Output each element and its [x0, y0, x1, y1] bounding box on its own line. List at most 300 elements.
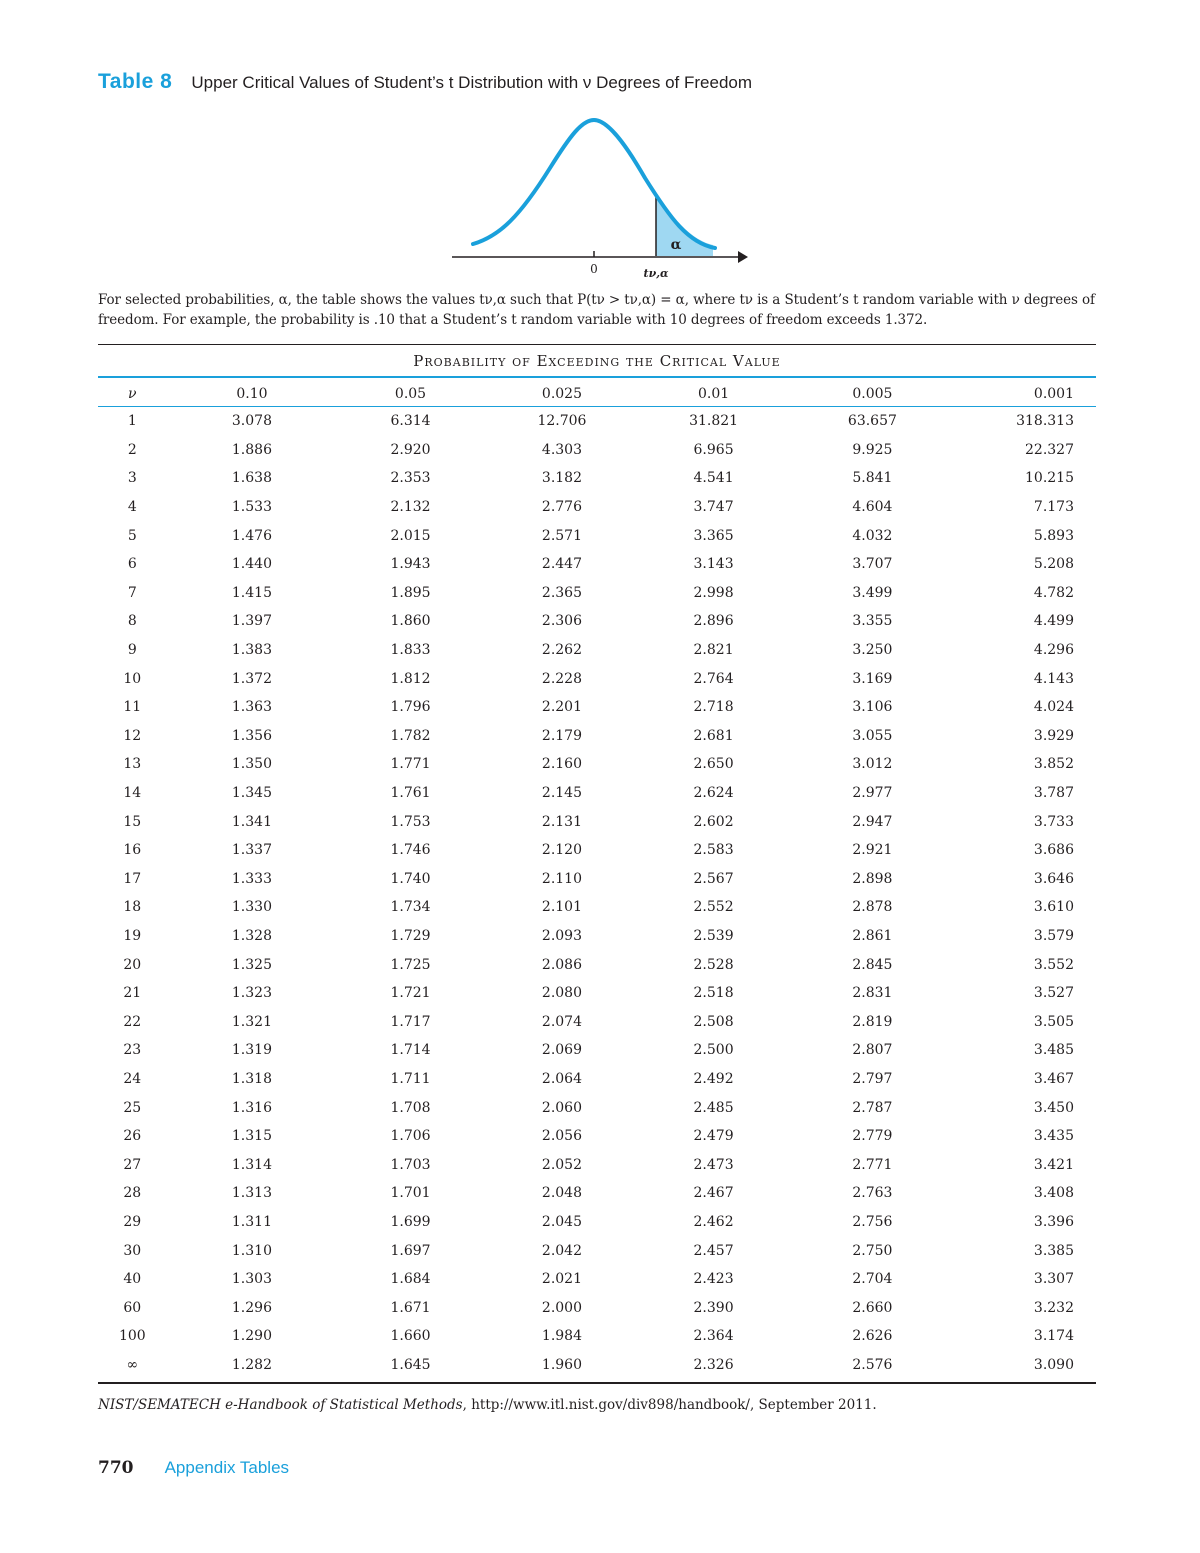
critical-value-cell: 2.228: [541, 670, 583, 687]
degrees-of-freedom-cell: 22: [123, 1013, 142, 1030]
group-header-rule: [98, 376, 1096, 378]
critical-value-cell: 2.145: [541, 785, 583, 802]
critical-value-cell: 2.021: [541, 1271, 583, 1288]
table-row: [98, 1122, 1096, 1151]
critical-value-cell: 3.355: [852, 613, 893, 630]
page-number: 770: [98, 1458, 134, 1478]
critical-value-cell: 2.086: [541, 956, 583, 973]
critical-value-cell: 1.476: [231, 527, 272, 544]
table-row: [98, 1351, 1096, 1380]
degrees-of-freedom-cell: 15: [123, 813, 142, 830]
critical-value-cell: 2.390: [693, 1299, 734, 1316]
critical-value-cell: 2.861: [852, 927, 893, 944]
degrees-of-freedom-cell: 20: [123, 956, 142, 973]
degrees-of-freedom-cell: 4: [127, 499, 137, 516]
critical-value-cell: 1.313: [231, 1185, 272, 1202]
critical-value-cell: 1.860: [390, 613, 431, 630]
degrees-of-freedom-cell: 40: [123, 1271, 142, 1288]
critical-value-cell: 3.467: [1033, 1070, 1074, 1087]
critical-value-cell: 2.576: [852, 1356, 893, 1373]
critical-value-cell: 3.505: [1033, 1013, 1074, 1030]
critical-value-cell: 3.385: [1033, 1242, 1074, 1259]
x-axis-arrow: [738, 251, 748, 263]
table-row: [98, 1065, 1096, 1094]
critical-value-cell: 1.671: [390, 1299, 431, 1316]
degrees-of-freedom-cell: ∞: [126, 1356, 139, 1373]
critical-value-cell: 1.984: [541, 1328, 583, 1345]
critical-value-cell: 2.508: [693, 1013, 734, 1030]
critical-value-cell: 2.921: [852, 842, 893, 859]
degrees-of-freedom-cell: 25: [123, 1099, 142, 1116]
degrees-of-freedom-cell: 21: [123, 985, 142, 1002]
critical-value-cell: 1.638: [231, 470, 272, 487]
critical-value-cell: 4.604: [852, 499, 893, 516]
critical-value-cell: 1.415: [231, 584, 272, 601]
table-row: [98, 521, 1096, 550]
degrees-of-freedom-cell: 9: [127, 642, 137, 659]
critical-value-cell: 2.093: [541, 927, 583, 944]
critical-value-cell: 3.435: [1033, 1128, 1074, 1145]
critical-value-cell: 3.232: [1033, 1299, 1074, 1316]
critical-value-cell: 1.717: [390, 1013, 431, 1030]
degrees-of-freedom-cell: 18: [123, 899, 142, 916]
critical-value-cell: 2.660: [852, 1299, 893, 1316]
critical-value-cell: 31.821: [689, 413, 739, 430]
degrees-of-freedom-cell: 14: [123, 785, 142, 802]
critical-value-cell: 2.000: [541, 1299, 583, 1316]
critical-value-cell: 2.704: [852, 1271, 893, 1288]
critical-value-cell: 5.893: [1033, 527, 1074, 544]
critical-value-cell: 2.977: [852, 785, 893, 802]
critical-value-cell: 2.998: [693, 584, 734, 601]
table-row: [98, 636, 1096, 665]
critical-value-cell: 3.365: [693, 527, 734, 544]
critical-value-cell: 1.350: [231, 756, 272, 773]
critical-value-cell: 2.131: [541, 813, 583, 830]
critical-value-cell: 1.729: [390, 927, 431, 944]
critical-value-cell: 3.552: [1033, 956, 1074, 973]
critical-value-cell: 2.771: [852, 1156, 893, 1173]
critical-value-cell: 2.764: [693, 670, 734, 687]
critical-value-cell: 1.886: [231, 441, 272, 458]
critical-value-cell: 1.699: [390, 1213, 431, 1230]
critical-value-cell: 3.646: [1033, 870, 1074, 887]
critical-value-cell: 3.012: [852, 756, 893, 773]
table-row: [98, 1007, 1096, 1036]
column-header-row: [98, 381, 1096, 407]
degrees-of-freedom-cell: 10: [123, 670, 142, 687]
critical-value-cell: 3.929: [1033, 727, 1074, 744]
critical-value-cell: 2.052: [541, 1156, 583, 1173]
critical-value-cell: 2.447: [541, 556, 583, 573]
column-header-alpha: 0.01: [697, 386, 730, 402]
critical-value-cell: 2.776: [541, 499, 583, 516]
critical-value-cell: 1.711: [390, 1070, 431, 1087]
critical-value-cell: 1.960: [541, 1356, 583, 1373]
table-row: [98, 664, 1096, 693]
critical-value-cell: 2.718: [693, 699, 734, 716]
critical-value-cell: 2.797: [852, 1070, 893, 1087]
critical-value-cell: 2.819: [852, 1013, 893, 1030]
critical-value-cell: 1.796: [390, 699, 431, 716]
critical-value-cell: 3.106: [852, 699, 893, 716]
degrees-of-freedom-cell: 17: [123, 870, 142, 887]
critical-value-cell: 2.571: [541, 527, 583, 544]
critical-value-cell: 63.657: [847, 413, 897, 430]
critical-value-cell: 2.015: [390, 527, 431, 544]
critical-value-cell: 6.314: [390, 413, 431, 430]
table-row: [98, 550, 1096, 579]
critical-value-cell: 1.708: [390, 1099, 431, 1116]
critical-value-cell: 2.878: [852, 899, 893, 916]
critical-value-cell: 1.725: [390, 956, 431, 973]
critical-value-cell: 2.473: [693, 1156, 734, 1173]
degrees-of-freedom-cell: 30: [123, 1242, 142, 1259]
critical-value-cell: 2.896: [693, 613, 734, 630]
page-footer: [98, 1458, 289, 1478]
critical-value-cell: 1.345: [231, 785, 272, 802]
degrees-of-freedom-cell: 23: [123, 1042, 142, 1059]
critical-value-cell: 2.457: [693, 1242, 734, 1259]
table-row: [98, 693, 1096, 722]
critical-value-cell: 4.499: [1033, 613, 1074, 630]
critical-value-cell: 3.686: [1033, 842, 1074, 859]
critical-value-cell: 2.624: [693, 785, 734, 802]
critical-value-cell: 4.782: [1033, 584, 1074, 601]
source-citation: [98, 1397, 877, 1413]
critical-value-cell: 1.315: [231, 1128, 272, 1145]
critical-value-cell: 1.721: [390, 985, 431, 1002]
critical-value-cell: 2.807: [852, 1042, 893, 1059]
degrees-of-freedom-cell: 26: [123, 1128, 142, 1145]
critical-value-cell: 2.201: [541, 699, 583, 716]
critical-value-cell: 2.831: [852, 985, 893, 1002]
critical-value-label: tν,α: [643, 267, 669, 280]
degrees-of-freedom-cell: 1: [127, 413, 137, 430]
critical-value-cell: 3.182: [541, 470, 583, 487]
critical-value-cell: 2.060: [541, 1099, 583, 1116]
table-row: [98, 407, 1096, 436]
critical-value-cell: 4.296: [1033, 642, 1074, 659]
top-rule: [98, 344, 1096, 345]
critical-value-cell: 2.763: [852, 1185, 893, 1202]
critical-value-cell: 1.328: [231, 927, 272, 944]
table-row: [98, 922, 1096, 951]
table-row: [98, 893, 1096, 922]
critical-value-cell: 2.179: [541, 727, 583, 744]
critical-value-cell: 1.943: [390, 556, 431, 573]
critical-value-cell: 2.306: [541, 613, 583, 630]
critical-value-cell: 2.042: [541, 1242, 583, 1259]
zero-label: 0: [590, 262, 598, 276]
degrees-of-freedom-cell: 8: [127, 613, 137, 630]
critical-value-cell: 3.852: [1033, 756, 1074, 773]
critical-value-cell: 2.750: [852, 1242, 893, 1259]
critical-value-cell: 2.160: [541, 756, 583, 773]
critical-value-cell: 2.681: [693, 727, 734, 744]
critical-value-cell: 3.143: [693, 556, 734, 573]
critical-value-cell: 1.706: [390, 1128, 431, 1145]
critical-value-cell: 2.779: [852, 1128, 893, 1145]
critical-values-table: [98, 381, 1096, 1379]
critical-value-cell: 1.363: [231, 699, 272, 716]
critical-value-cell: 3.421: [1033, 1156, 1074, 1173]
critical-value-cell: 2.326: [693, 1356, 734, 1373]
critical-value-cell: 1.684: [390, 1271, 431, 1288]
critical-value-cell: 1.337: [231, 842, 272, 859]
critical-value-cell: 2.583: [693, 842, 734, 859]
critical-value-cell: 2.485: [693, 1099, 734, 1116]
critical-value-cell: 2.920: [390, 441, 431, 458]
critical-value-cell: 3.610: [1033, 899, 1074, 916]
critical-value-cell: 1.318: [231, 1070, 272, 1087]
table-row: [98, 807, 1096, 836]
critical-value-cell: 3.747: [693, 499, 734, 516]
critical-value-cell: 2.845: [852, 956, 893, 973]
critical-value-cell: 3.787: [1033, 785, 1074, 802]
critical-value-cell: 318.313: [1016, 413, 1074, 430]
degrees-of-freedom-cell: 29: [123, 1213, 142, 1230]
critical-value-cell: 3.733: [1033, 813, 1074, 830]
degrees-of-freedom-cell: 24: [123, 1070, 142, 1087]
table-row: [98, 1093, 1096, 1122]
critical-value-cell: 1.310: [231, 1242, 272, 1259]
critical-value-cell: 9.925: [852, 441, 893, 458]
degrees-of-freedom-cell: 11: [123, 699, 142, 716]
degrees-of-freedom-cell: 60: [123, 1299, 142, 1316]
critical-value-cell: 2.462: [693, 1213, 734, 1230]
critical-value-cell: 22.327: [1025, 441, 1074, 458]
critical-value-cell: 1.740: [390, 870, 431, 887]
critical-value-cell: 3.090: [1033, 1356, 1074, 1373]
critical-value-cell: 2.365: [541, 584, 583, 601]
critical-value-cell: 2.947: [852, 813, 893, 830]
critical-value-cell: 1.812: [390, 670, 431, 687]
table-row: [98, 750, 1096, 779]
critical-value-cell: 3.485: [1033, 1042, 1074, 1059]
table-row: [98, 1322, 1096, 1351]
critical-value-cell: 3.527: [1033, 985, 1074, 1002]
table-row: [98, 865, 1096, 894]
critical-value-cell: 1.703: [390, 1156, 431, 1173]
table-row: [98, 607, 1096, 636]
critical-value-cell: 1.701: [390, 1185, 431, 1202]
critical-value-cell: 1.303: [231, 1271, 272, 1288]
critical-value-cell: 2.492: [693, 1070, 734, 1087]
critical-value-cell: 3.408: [1033, 1185, 1074, 1202]
critical-value-cell: 2.756: [852, 1213, 893, 1230]
critical-value-cell: 3.499: [852, 584, 893, 601]
critical-value-cell: 3.396: [1033, 1213, 1074, 1230]
degrees-of-freedom-cell: 12: [123, 727, 142, 744]
degrees-of-freedom-cell: 2: [127, 441, 137, 458]
table-label: Table 8: [98, 70, 173, 93]
critical-value-cell: 2.064: [541, 1070, 583, 1087]
critical-value-cell: 2.602: [693, 813, 734, 830]
critical-value-cell: 1.314: [231, 1156, 272, 1173]
degrees-of-freedom-cell: 5: [127, 527, 137, 544]
table-row: [98, 1150, 1096, 1179]
table-row: [98, 1036, 1096, 1065]
critical-value-cell: 1.296: [231, 1299, 272, 1316]
degrees-of-freedom-cell: 28: [123, 1185, 142, 1202]
table-row: [98, 579, 1096, 608]
table-row: [98, 979, 1096, 1008]
t-distribution-diagram: [440, 108, 760, 283]
critical-value-cell: 1.316: [231, 1099, 272, 1116]
table-row: [98, 1236, 1096, 1265]
critical-value-cell: 2.110: [541, 870, 583, 887]
critical-value-cell: 2.479: [693, 1128, 734, 1145]
critical-value-cell: 4.024: [1033, 699, 1074, 716]
critical-value-cell: 1.771: [390, 756, 431, 773]
critical-value-cell: 2.650: [693, 756, 734, 773]
degrees-of-freedom-cell: 6: [127, 556, 137, 573]
critical-value-cell: 2.120: [541, 842, 583, 859]
critical-value-cell: 3.450: [1033, 1099, 1074, 1116]
table-row: [98, 836, 1096, 865]
critical-value-cell: 2.518: [693, 985, 734, 1002]
critical-value-cell: 1.319: [231, 1042, 272, 1059]
critical-value-cell: 1.356: [231, 727, 272, 744]
degrees-of-freedom-cell: 16: [123, 842, 142, 859]
critical-value-cell: 1.660: [390, 1328, 431, 1345]
source-url: , http://www.itl.nist.gov/div898/handbook/, September 2011.: [462, 1397, 877, 1413]
critical-value-cell: 2.539: [693, 927, 734, 944]
critical-value-cell: 5.208: [1033, 556, 1074, 573]
critical-value-cell: 1.341: [231, 813, 272, 830]
table-row: [98, 722, 1096, 751]
critical-value-cell: 2.069: [541, 1042, 583, 1059]
critical-value-cell: 4.032: [852, 527, 893, 544]
critical-value-cell: 2.262: [541, 642, 583, 659]
degrees-of-freedom-cell: 7: [127, 584, 137, 601]
critical-value-cell: 2.567: [693, 870, 734, 887]
critical-value-cell: 2.626: [852, 1328, 893, 1345]
table-row: [98, 950, 1096, 979]
table-body: [98, 407, 1096, 1379]
critical-value-cell: 6.965: [693, 441, 734, 458]
critical-value-cell: 2.074: [541, 1013, 583, 1030]
critical-value-cell: 1.533: [231, 499, 272, 516]
table-row: [98, 436, 1096, 465]
critical-value-cell: 3.307: [1033, 1271, 1074, 1288]
table-row: [98, 1208, 1096, 1237]
table-row: [98, 779, 1096, 808]
bottom-rule: [98, 1382, 1096, 1384]
critical-value-cell: 2.132: [390, 499, 431, 516]
table-row: [98, 493, 1096, 522]
critical-value-cell: 3.174: [1033, 1328, 1074, 1345]
critical-value-cell: 2.101: [541, 899, 583, 916]
critical-value-cell: 1.333: [231, 870, 272, 887]
critical-value-cell: 3.169: [852, 670, 893, 687]
critical-value-cell: 4.303: [541, 441, 583, 458]
column-header-alpha: 0.001: [1033, 386, 1074, 402]
table-caption: Upper Critical Values of Student’s t Distribution with ν Degrees of Freedom: [191, 73, 753, 92]
probability-group-header: Probability of Exceeding the Critical Value: [413, 352, 781, 370]
critical-value-cell: 2.500: [693, 1042, 734, 1059]
critical-value-cell: 1.645: [390, 1356, 431, 1373]
column-header-alpha: 0.10: [236, 386, 268, 402]
degrees-of-freedom-cell: 27: [123, 1156, 142, 1173]
critical-value-cell: 1.311: [231, 1213, 272, 1230]
critical-value-cell: 7.173: [1033, 499, 1074, 516]
critical-value-cell: 2.080: [541, 985, 583, 1002]
critical-value-cell: 2.467: [693, 1185, 734, 1202]
alpha-label: α: [670, 237, 682, 253]
degrees-of-freedom-cell: 13: [123, 756, 142, 773]
critical-value-cell: 2.364: [693, 1328, 734, 1345]
critical-value-cell: 1.323: [231, 985, 272, 1002]
critical-value-cell: 3.250: [852, 642, 893, 659]
source-title: NIST/SEMATECH e-Handbook of Statistical Methods: [98, 1397, 463, 1413]
critical-value-cell: 12.706: [537, 413, 587, 430]
degrees-of-freedom-cell: 3: [127, 470, 137, 487]
table-row: [98, 464, 1096, 493]
critical-value-cell: 1.714: [390, 1042, 431, 1059]
critical-value-cell: 1.330: [231, 899, 272, 916]
critical-value-cell: 4.541: [693, 470, 734, 487]
degrees-of-freedom-cell: 100: [118, 1328, 146, 1345]
critical-value-cell: 2.045: [541, 1213, 583, 1230]
critical-value-cell: 1.282: [231, 1356, 272, 1373]
critical-value-cell: 2.528: [693, 956, 734, 973]
critical-value-cell: 1.325: [231, 956, 272, 973]
critical-value-cell: 1.782: [390, 727, 431, 744]
critical-value-cell: 5.841: [852, 470, 893, 487]
critical-value-cell: 1.895: [390, 584, 431, 601]
table-description: For selected probabilities, α, the table shows the values tν,α such that P(tν > tν,α) = α, where tν is a Student’s t random variable with ν degrees of freedom. For example, the probability is .10 that a Student’s t random variable with 10 degrees of freedom exceeds 1.372.: [98, 292, 1095, 328]
critical-value-cell: 2.056: [541, 1128, 583, 1145]
critical-value-cell: 2.898: [852, 870, 893, 887]
degrees-of-freedom-cell: 19: [123, 927, 142, 944]
critical-value-cell: 3.707: [852, 556, 893, 573]
critical-value-cell: 3.579: [1033, 927, 1074, 944]
critical-value-cell: 2.353: [390, 470, 431, 487]
critical-value-cell: 1.372: [231, 670, 272, 687]
critical-value-cell: 2.423: [693, 1271, 734, 1288]
page-title: [98, 70, 752, 94]
critical-value-cell: 1.697: [390, 1242, 431, 1259]
column-header-alpha: 0.05: [394, 386, 427, 402]
column-header-alpha: 0.005: [852, 386, 893, 402]
critical-value-cell: 1.397: [231, 613, 272, 630]
critical-value-cell: 2.552: [693, 899, 734, 916]
critical-value-cell: 2.048: [541, 1185, 583, 1202]
critical-value-cell: 2.787: [852, 1099, 893, 1116]
table-row: [98, 1179, 1096, 1208]
critical-value-cell: 1.833: [390, 642, 431, 659]
critical-value-cell: 1.753: [390, 813, 431, 830]
critical-value-cell: 1.761: [390, 785, 431, 802]
critical-value-cell: 2.821: [693, 642, 734, 659]
section-name: Appendix Tables: [164, 1458, 290, 1477]
critical-value-cell: 1.746: [390, 842, 431, 859]
critical-value-cell: 4.143: [1033, 670, 1074, 687]
critical-value-cell: 1.734: [390, 899, 431, 916]
critical-value-cell: 1.290: [231, 1328, 272, 1345]
column-header-nu: ν: [128, 386, 137, 402]
critical-value-cell: 1.440: [231, 556, 272, 573]
critical-value-cell: 3.078: [231, 413, 272, 430]
column-header-alpha: 0.025: [541, 386, 583, 402]
table-row: [98, 1293, 1096, 1322]
critical-value-cell: 10.215: [1025, 470, 1074, 487]
critical-value-cell: 3.055: [852, 727, 893, 744]
critical-value-cell: 1.383: [231, 642, 272, 659]
table-row: [98, 1265, 1096, 1294]
